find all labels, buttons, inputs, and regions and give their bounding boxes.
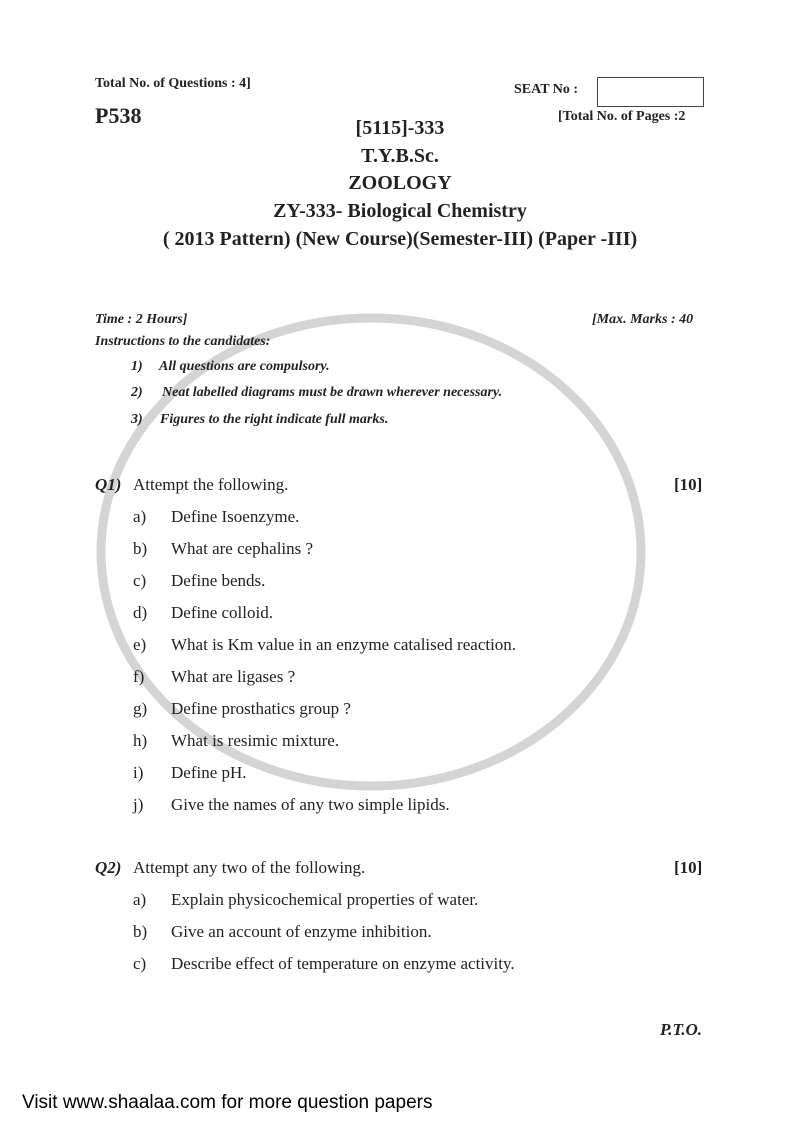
item-text: What are cephalins ? xyxy=(171,539,314,558)
seat-no-box xyxy=(597,77,704,107)
item-label: h) xyxy=(133,731,148,750)
instructions-title: Instructions to the candidates: xyxy=(95,334,271,349)
instruction-text: All questions are compulsory. xyxy=(159,359,330,374)
item-label: b) xyxy=(133,539,148,558)
seat-no-label: SEAT No : xyxy=(514,82,579,97)
item-text: Define Isoenzyme. xyxy=(171,507,300,526)
subject: ZOOLOGY xyxy=(348,172,452,194)
q1-number: Q1) xyxy=(95,475,122,494)
exam-code: [5115]-333 xyxy=(355,117,445,139)
item-label: c) xyxy=(133,571,147,590)
item-label: i) xyxy=(133,763,144,782)
item-label: e) xyxy=(133,635,147,654)
degree: T.Y.B.Sc. xyxy=(361,145,439,167)
q2-marks: [10] xyxy=(674,858,703,877)
time: Time : 2 Hours] xyxy=(95,312,188,327)
item-text: Give the names of any two simple lipids. xyxy=(171,795,450,814)
item-label: j) xyxy=(133,795,144,814)
item-label: f) xyxy=(133,667,145,686)
item-text: What is resimic mixture. xyxy=(171,731,340,750)
item-text: Define pH. xyxy=(171,763,247,782)
paper-code: P538 xyxy=(95,103,142,128)
total-questions: Total No. of Questions : 4] xyxy=(95,76,251,91)
instruction-num: 1) xyxy=(131,359,143,374)
max-marks: [Max. Marks : 40 xyxy=(592,312,694,327)
pattern: ( 2013 Pattern) (New Course)(Semester-III) (Paper -III) xyxy=(162,228,638,250)
instruction-num: 2) xyxy=(131,385,143,400)
instruction-text: Figures to the right indicate full marks. xyxy=(160,412,389,427)
item-label: b) xyxy=(133,922,148,941)
item-label: d) xyxy=(133,603,148,622)
q2-title: Attempt any two of the following. xyxy=(133,858,366,877)
course-title: ZY-333- Biological Chemistry xyxy=(273,200,527,222)
q1-title: Attempt the following. xyxy=(133,475,289,494)
q1-marks: [10] xyxy=(674,475,703,494)
instruction-text: Neat labelled diagrams must be drawn wherever necessary. xyxy=(162,385,503,400)
item-text: Explain physicochemical properties of water. xyxy=(171,890,479,909)
footer-link-text[interactable]: Visit www.shaalaa.com for more question papers xyxy=(22,1092,433,1113)
item-text: What are ligases ? xyxy=(171,667,296,686)
total-pages: [Total No. of Pages :2 xyxy=(558,109,686,124)
instruction-num: 3) xyxy=(131,412,143,427)
item-label: a) xyxy=(133,507,147,526)
pto: P.T.O. xyxy=(660,1020,703,1039)
item-text: Define prosthatics group ? xyxy=(171,699,351,718)
item-label: g) xyxy=(133,699,148,718)
item-text: Describe effect of temperature on enzyme activity. xyxy=(171,954,515,973)
item-label: c) xyxy=(133,954,147,973)
item-text: Define bends. xyxy=(171,571,266,590)
item-text: Define colloid. xyxy=(171,603,273,622)
item-label: a) xyxy=(133,890,147,909)
item-text: What is Km value in an enzyme catalised reaction. xyxy=(171,635,517,654)
q2-number: Q2) xyxy=(95,858,122,877)
item-text: Give an account of enzyme inhibition. xyxy=(171,922,432,941)
